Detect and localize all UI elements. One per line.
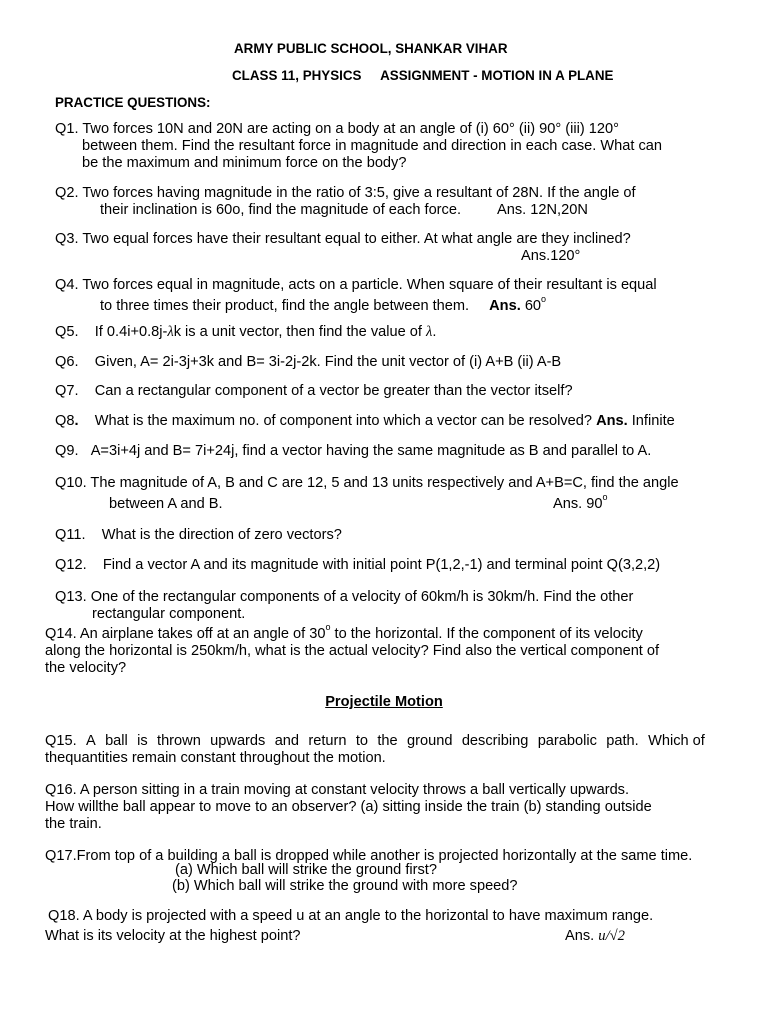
answer: Ans.120° — [521, 248, 581, 264]
question-text: k is a unit vector, then find the value of — [173, 324, 426, 340]
question-q2 — [55, 185, 636, 219]
question-line — [45, 622, 659, 643]
answer-label: Ans. — [565, 928, 595, 944]
answer-label: Ans. — [596, 413, 628, 429]
word: describing — [461, 733, 529, 749]
question-q11 — [55, 527, 342, 544]
question-q17-b: (b) Which ball will strike the ground with more speed? — [172, 878, 518, 894]
question-q15 — [45, 733, 705, 767]
question-line: Q16. A person sitting in a train moving at constant velocity throws a ball vertically upwards. — [45, 782, 630, 798]
question-line: Q2. Two forces having magnitude in the ratio of 3:5, give a resultant of 28N. If the angle of — [55, 185, 636, 201]
question-text: to the horizontal. If the component of its velocity — [330, 626, 643, 642]
question-text: Given, A= 2i-3j+3k and B= 3i-2j-2k. Find the unit vector of (i) A+B (ii) A-B — [94, 354, 562, 370]
question-q6 — [55, 354, 561, 371]
question-q10-line2: between A and B. — [109, 496, 223, 512]
question-line: Q1. Two forces 10N and 20N are acting on a body at an angle of (i) 60° (ii) 90° (iii) 120° — [55, 121, 619, 137]
lambda-symbol: λ — [426, 324, 433, 340]
question-text: Can a rectangular component of a vector be greater than the vector itself? — [94, 383, 573, 399]
word: Q15. — [45, 733, 77, 749]
word: path. — [606, 733, 639, 749]
question-text: their inclination is 60o, find the magnitude of each force. — [100, 202, 462, 218]
answer-value: Infinite — [631, 413, 675, 429]
answer: Ans. 12N,20N — [497, 202, 588, 218]
question-q7 — [55, 383, 573, 400]
question-q17-a: (a) Which ball will strike the ground first? — [175, 862, 437, 878]
word: and — [274, 733, 300, 749]
word: the — [377, 733, 398, 749]
question-q8 — [55, 413, 675, 430]
question-line: the train. — [45, 816, 102, 832]
word: A — [85, 733, 96, 749]
question-line: rectangular component. — [92, 606, 246, 622]
question-number: Q12. — [55, 557, 87, 573]
question-q12 — [55, 557, 660, 574]
question-number: Q9. — [55, 443, 79, 459]
question-line: Q17.From top of a building a ball is dropped while another is projected horizontally at the same time. — [45, 848, 693, 864]
question-q1 — [55, 121, 662, 172]
question-number: Q5. — [55, 324, 79, 340]
question-text: What is the direction of zero vectors? — [101, 527, 342, 543]
question-q10: Q10. The magnitude of A, B and C are 12, 5 and 13 units respectively and A+B=C, find the angle — [55, 475, 679, 491]
degree-symbol: o — [602, 492, 608, 503]
class-subject-title — [232, 67, 613, 84]
question-line — [45, 733, 705, 750]
question-text: . — [432, 324, 437, 340]
word: upwards — [210, 733, 266, 749]
assignment-title: ASSIGNMENT - MOTION IN A PLANE — [380, 68, 614, 83]
question-q4-line2 — [100, 294, 547, 315]
question-q13 — [55, 589, 633, 623]
projectile-motion-heading: Projectile Motion — [325, 694, 443, 710]
question-text: A=3i+4j and B= 7i+24j, find a vector having the same magnitude as B and parallel to A. — [90, 443, 652, 459]
answer — [553, 492, 608, 513]
question-number: Q11. — [55, 527, 86, 543]
question-text: to three times their product, find the angle between them. — [100, 298, 470, 314]
section-heading: PRACTICE QUESTIONS: — [55, 95, 211, 110]
word: return — [308, 733, 347, 749]
answer — [565, 928, 625, 945]
answer-formula: u/√2 — [598, 928, 625, 944]
question-q3: Q3. Two equal forces have their resultant equal to either. At what angle are they inclined? — [55, 231, 631, 247]
degree-symbol: o — [541, 294, 547, 305]
question-line: along the horizontal is 250km/h, what is the actual velocity? Find also the vertical component of — [45, 643, 660, 659]
word: ground — [407, 733, 453, 749]
question-q5 — [55, 324, 436, 341]
degree-symbol: o — [325, 622, 331, 633]
word: Which of — [648, 733, 705, 749]
word: is — [137, 733, 148, 749]
school-name: ARMY PUBLIC SCHOOL, SHANKAR VIHAR — [234, 41, 508, 56]
question-q4: Q4. Two forces equal in magnitude, acts on a particle. When square of their resultant is equal — [55, 277, 657, 293]
question-line: be the maximum and minimum force on the body? — [82, 155, 407, 171]
question-text: What is the maximum no. of component into which a vector can be resolved? — [94, 413, 592, 429]
question-line: the velocity? — [45, 660, 127, 676]
question-q14 — [45, 622, 660, 677]
question-text: Q14. An airplane takes off at an angle of 30 — [45, 626, 326, 642]
answer-value: Ans. 90 — [553, 496, 603, 512]
answer-value: 60 — [524, 298, 542, 314]
question-line: between them. Find the resultant force in magnitude and direction in each case. What can — [82, 138, 663, 154]
question-line: thequantities remain constant throughout the motion. — [45, 750, 386, 766]
class-subject: CLASS 11, PHYSICS — [232, 68, 362, 83]
question-q16 — [45, 782, 652, 833]
question-q18: Q18. A body is projected with a speed u at an angle to the horizontal to have maximum range. — [48, 908, 654, 924]
word: parabolic — [537, 733, 597, 749]
question-number: Q8 — [55, 413, 75, 429]
question-number: Q7. — [55, 383, 79, 399]
question-q9 — [55, 443, 651, 460]
word: ball — [105, 733, 128, 749]
answer-label: Ans. — [489, 298, 521, 314]
word: thrown — [157, 733, 201, 749]
lambda-symbol: λ — [167, 324, 174, 340]
question-text: If 0.4i+0.8j- — [94, 324, 168, 340]
question-line — [55, 202, 636, 219]
word: to — [355, 733, 369, 749]
question-dot: . — [74, 413, 79, 429]
question-line: Q13. One of the rectangular components of a velocity of 60km/h is 30km/h. Find the other — [55, 589, 634, 605]
question-number: Q6. — [55, 354, 79, 370]
question-q18-line2: What is its velocity at the highest point? — [45, 928, 301, 944]
question-line: How willthe ball appear to move to an observer? (a) sitting inside the train (b) standing outside — [45, 799, 652, 815]
question-text: Find a vector A and its magnitude with initial point P(1,2,-1) and terminal point Q(3,2,2) — [102, 557, 661, 573]
